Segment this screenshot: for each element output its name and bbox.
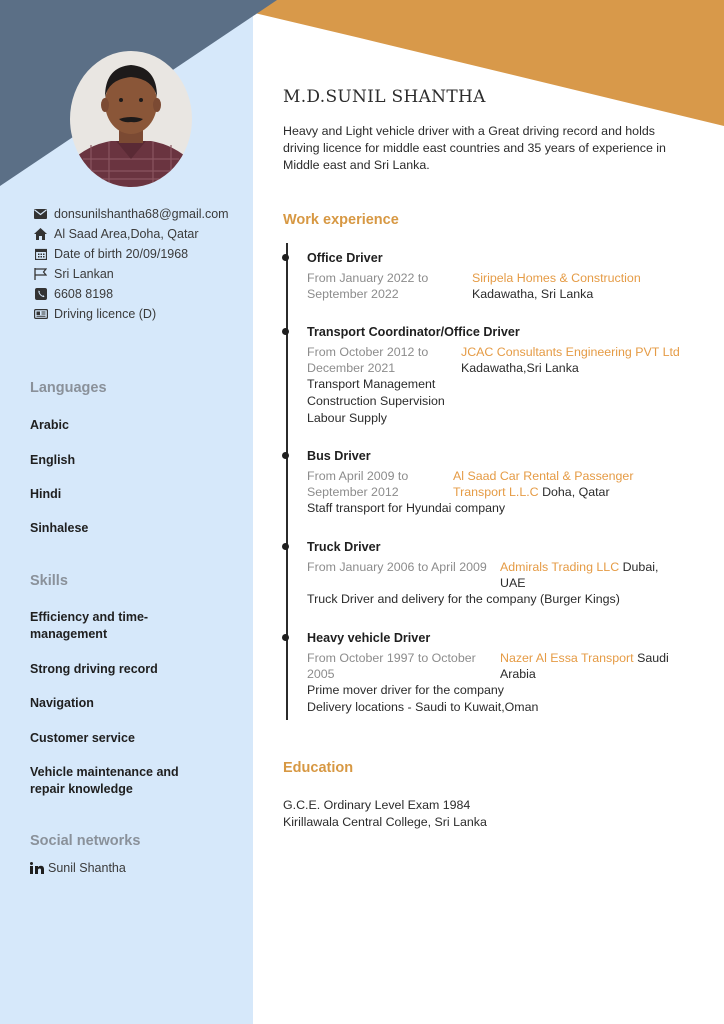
job-entry — [307, 448, 697, 517]
home-icon — [33, 227, 48, 241]
skills-heading: Skills — [30, 573, 68, 589]
id-card-icon — [33, 307, 48, 321]
contact-nationality — [33, 266, 233, 282]
timeline-dot — [282, 452, 289, 459]
job-title: Heavy vehicle Driver — [307, 631, 431, 645]
job-company-name: JCAC Consultants Engineering PVT Ltd — [461, 345, 680, 359]
education-line: G.C.E. Ordinary Level Exam 1984 — [283, 798, 471, 812]
education-heading: Education — [283, 760, 354, 776]
candidate-name: M.D.SUNIL SHANTHA — [283, 87, 486, 107]
job-entry — [307, 539, 697, 608]
social-linkedin[interactable] — [30, 861, 126, 875]
job-date: From January 2022 to September 2022 — [307, 271, 429, 301]
job-entry — [307, 250, 697, 302]
job-company — [500, 559, 685, 591]
languages-heading: Languages — [30, 380, 107, 396]
job-company-name: Admirals Trading LLC — [500, 560, 620, 574]
orange-banner — [200, 0, 724, 126]
job-detail: Delivery locations - Saudi to Kuwait,Oman — [307, 700, 539, 714]
job-location: Saudi Arabia — [500, 651, 669, 681]
job-company — [500, 650, 690, 682]
job-title: Office Driver — [307, 251, 383, 265]
job-detail: Staff transport for Hyundai company — [307, 501, 506, 515]
language-item: English — [30, 453, 76, 467]
work-experience-heading: Work experience — [283, 212, 399, 228]
language-item: Hindi — [30, 487, 62, 501]
job-title: Bus Driver — [307, 449, 371, 463]
job-title: Transport Coordinator/Office Driver — [307, 325, 520, 339]
job-location: Doha, Qatar — [542, 485, 610, 499]
skill-item: Customer service — [30, 731, 135, 745]
contact-address — [33, 226, 233, 242]
contact-nationality-text: Sri Lankan — [54, 267, 114, 281]
envelope-icon — [33, 207, 48, 221]
linkedin-icon — [30, 862, 44, 874]
language-item: Sinhalese — [30, 521, 89, 535]
job-company-name: Al Saad Car Rental & Passenger Transport L.L.C — [453, 469, 634, 499]
job-detail: Truck Driver and delivery for the company (Burger Kings) — [307, 592, 620, 606]
job-company — [453, 468, 663, 500]
contact-licence-text: Driving licence (D) — [54, 307, 157, 321]
job-location: Kadawatha,Sri Lanka — [461, 361, 579, 375]
job-detail: Transport Management — [307, 377, 436, 391]
social-heading: Social networks — [30, 833, 141, 849]
job-location: Kadawatha, Sri Lanka — [472, 287, 594, 301]
education-line: Kirillawala Central College, Sri Lanka — [283, 815, 487, 829]
phone-icon — [33, 287, 48, 301]
skill-item: Vehicle maintenance and repair knowledge — [30, 765, 179, 796]
skill-item: Efficiency and time-management — [30, 610, 149, 641]
job-entry — [307, 630, 697, 716]
timeline-dot — [282, 254, 289, 261]
contact-phone-text: 6608 8198 — [54, 287, 114, 301]
language-item: Arabic — [30, 418, 69, 432]
contact-email-text: donsunilshantha68@gmail.com — [54, 207, 229, 221]
job-company — [461, 344, 697, 376]
social-linkedin-text: Sunil Shantha — [48, 861, 126, 875]
job-detail: Labour Supply — [307, 411, 387, 425]
skill-item: Strong driving record — [30, 662, 158, 676]
job-location: Dubai, UAE — [500, 560, 659, 590]
job-company — [472, 270, 692, 302]
profile-photo — [69, 45, 193, 188]
job-date: From January 2006 to April 2009 — [307, 560, 487, 574]
job-detail: Prime mover driver for the company — [307, 683, 504, 697]
timeline-dot — [282, 543, 289, 550]
contact-section — [33, 206, 233, 326]
calendar-icon — [33, 247, 48, 261]
job-entry — [307, 324, 697, 427]
job-date: From October 1997 to October 2005 — [307, 651, 476, 681]
job-detail: Construction Supervision — [307, 394, 445, 408]
education-details — [283, 797, 487, 831]
contact-birthdate-text: Date of birth 20/09/1968 — [54, 247, 189, 261]
contact-email[interactable] — [33, 206, 233, 222]
timeline-dot — [282, 328, 289, 335]
skill-item: Navigation — [30, 696, 94, 710]
job-title: Truck Driver — [307, 540, 381, 554]
contact-birthdate — [33, 246, 233, 262]
contact-phone[interactable] — [33, 286, 233, 302]
contact-licence — [33, 306, 233, 322]
timeline-dot — [282, 634, 289, 641]
contact-address-text: Al Saad Area,Doha, Qatar — [54, 227, 199, 241]
job-date: From April 2009 to September 2012 — [307, 469, 409, 499]
flag-icon — [33, 267, 48, 281]
timeline-line — [286, 243, 288, 720]
job-company-name: Nazer Al Essa Transport — [500, 651, 634, 665]
job-company-name: Siripela Homes & Construction — [472, 271, 641, 285]
job-date: From October 2012 to December 2021 — [307, 345, 429, 375]
profile-summary: Heavy and Light vehicle driver with a Great driving record and holds driving licence for middle east countries and 35 years of experience in Middle east and Sri Lanka. — [283, 124, 666, 172]
